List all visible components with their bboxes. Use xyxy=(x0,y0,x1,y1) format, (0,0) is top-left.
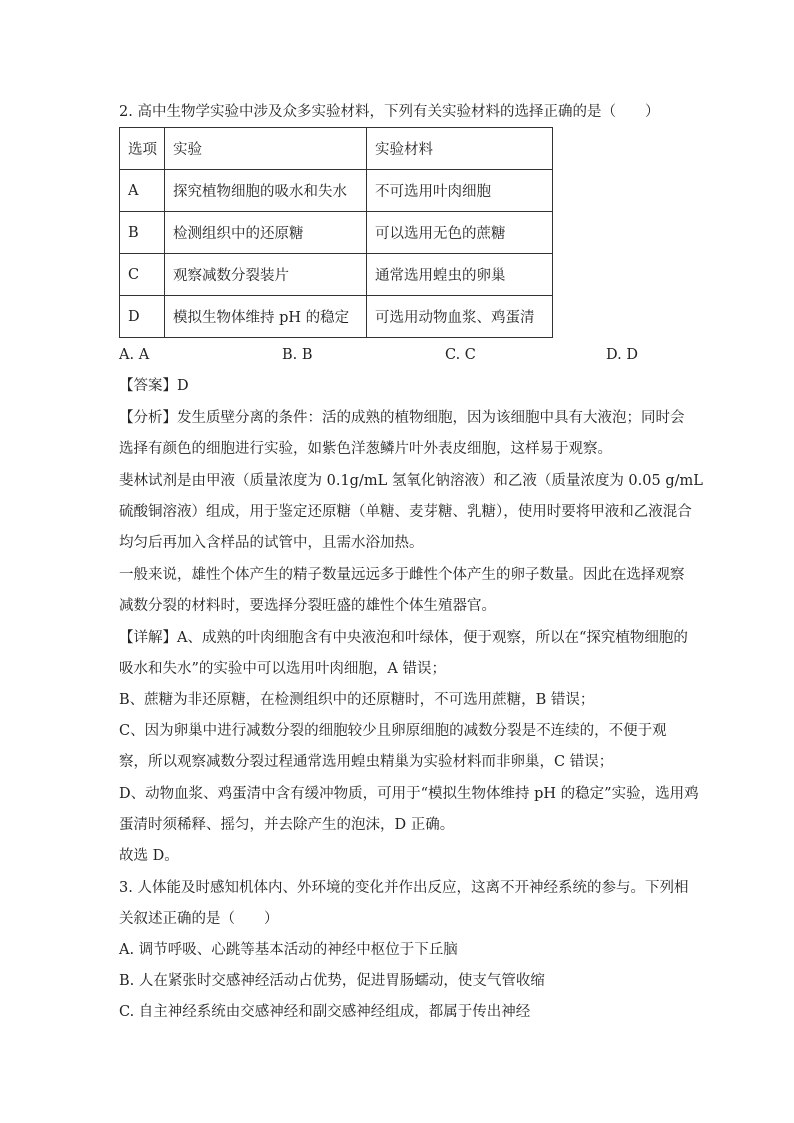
detail-line: 【详解】A、成熟的叶肉细胞含有中央液泡和叶绿体，便于观察，所以在“探究植物细胞的 xyxy=(119,630,688,646)
table-cell: D xyxy=(120,296,165,338)
table-header-cell: 实验 xyxy=(165,128,367,170)
detail-line: 察，所以观察减数分裂过程通常选用蝗虫精巢为实验材料而非卵巢，C 错误； xyxy=(119,754,614,770)
answer-line: 【答案】D xyxy=(119,378,189,394)
table-cell: 不可选用叶肉细胞 xyxy=(367,170,553,212)
table-row xyxy=(120,254,553,296)
option-c: C. C xyxy=(445,347,476,363)
question-3-option-a: A. 调节呼吸、心跳等基本活动的神经中枢位于下丘脑 xyxy=(119,942,458,958)
table-cell: 模拟生物体维持 pH 的稳定 xyxy=(165,296,367,338)
table-row xyxy=(120,212,553,254)
conclusion-line: 故选 D。 xyxy=(119,848,179,864)
option-d: D. D xyxy=(606,347,638,363)
detail-line: B、蔗糖为非还原糖，在检测组织中的还原糖时，不可选用蔗糖，B 错误； xyxy=(119,692,595,708)
option-b: B. B xyxy=(282,347,313,363)
detail-line: D、动物血浆、鸡蛋清中含有缓冲物质，可用于“模拟生物体维持 pH 的稳定”实验，选用鸡 xyxy=(119,786,699,802)
table-header-row xyxy=(120,128,553,170)
materials-table xyxy=(119,127,553,338)
question-3-stem: 关叙述正确的是（ ） xyxy=(119,911,279,927)
question-3-option-c: C. 自主神经系统由交感神经和副交感神经组成，都属于传出神经 xyxy=(119,1004,531,1020)
question-3-stem: 3. 人体能及时感知机体内、外环境的变化并作出反应，这离不开神经系统的参与。下列相 xyxy=(119,880,689,896)
analysis-line: 硫酸铜溶液）组成，用于鉴定还原糖（单糖、麦芽糖、乳糖），使用时要将甲液和乙液混合 xyxy=(119,504,692,520)
analysis-line: 斐林试剂是由甲液（质量浓度为 0.1g/mL 氢氧化钠溶液）和乙液（质量浓度为 0.05 g/mL xyxy=(119,473,703,489)
detail-line: 蛋清时须稀释、摇匀，并去除产生的泡沫，D 正确。 xyxy=(119,817,455,833)
analysis-line: 减数分裂的材料时，要选择分裂旺盛的雄性个体生殖器官。 xyxy=(119,598,496,614)
table-cell: 检测组织中的还原糖 xyxy=(165,212,367,254)
table-cell: 观察减数分裂装片 xyxy=(165,254,367,296)
table-cell: 可选用动物血浆、鸡蛋清 xyxy=(367,296,553,338)
table-cell: 可以选用无色的蔗糖 xyxy=(367,212,553,254)
table-cell: C xyxy=(120,254,165,296)
question-3-option-b: B. 人在紧张时交感神经活动占优势，促进胃肠蠕动，使支气管收缩 xyxy=(119,973,545,989)
analysis-line: 选择有颜色的细胞进行实验，如紫色洋葱鳞片叶外表皮细胞，这样易于观察。 xyxy=(119,441,612,457)
table-row xyxy=(120,296,553,338)
table-cell: 通常选用蝗虫的卵巢 xyxy=(367,254,553,296)
analysis-line: 均匀后再加入含样品的试管中，且需水浴加热。 xyxy=(119,535,424,551)
option-a: A. A xyxy=(119,347,150,363)
table-cell: B xyxy=(120,212,165,254)
table-cell: 探究植物细胞的吸水和失水 xyxy=(165,170,367,212)
table-header-cell: 实验材料 xyxy=(367,128,553,170)
question-2-stem: 2. 高中生物学实验中涉及众多实验材料，下列有关实验材料的选择正确的是（ ） xyxy=(119,104,660,120)
analysis-line: 【分析】发生质壁分离的条件：活的成熟的植物细胞，因为该细胞中具有大液泡；同时会 xyxy=(119,410,685,426)
table-header-cell: 选项 xyxy=(120,128,165,170)
detail-line: 吸水和失水”的实验中可以选用叶肉细胞，A 错误； xyxy=(119,661,446,677)
detail-line: C、因为卵巢中进行减数分裂的细胞较少且卵原细胞的减数分裂是不连续的，不便于观 xyxy=(119,723,667,739)
analysis-line: 一般来说，雄性个体产生的精子数量远远多于雌性个体产生的卵子数量。因此在选择观察 xyxy=(119,567,685,583)
table-cell: A xyxy=(120,170,165,212)
table-row xyxy=(120,170,553,212)
